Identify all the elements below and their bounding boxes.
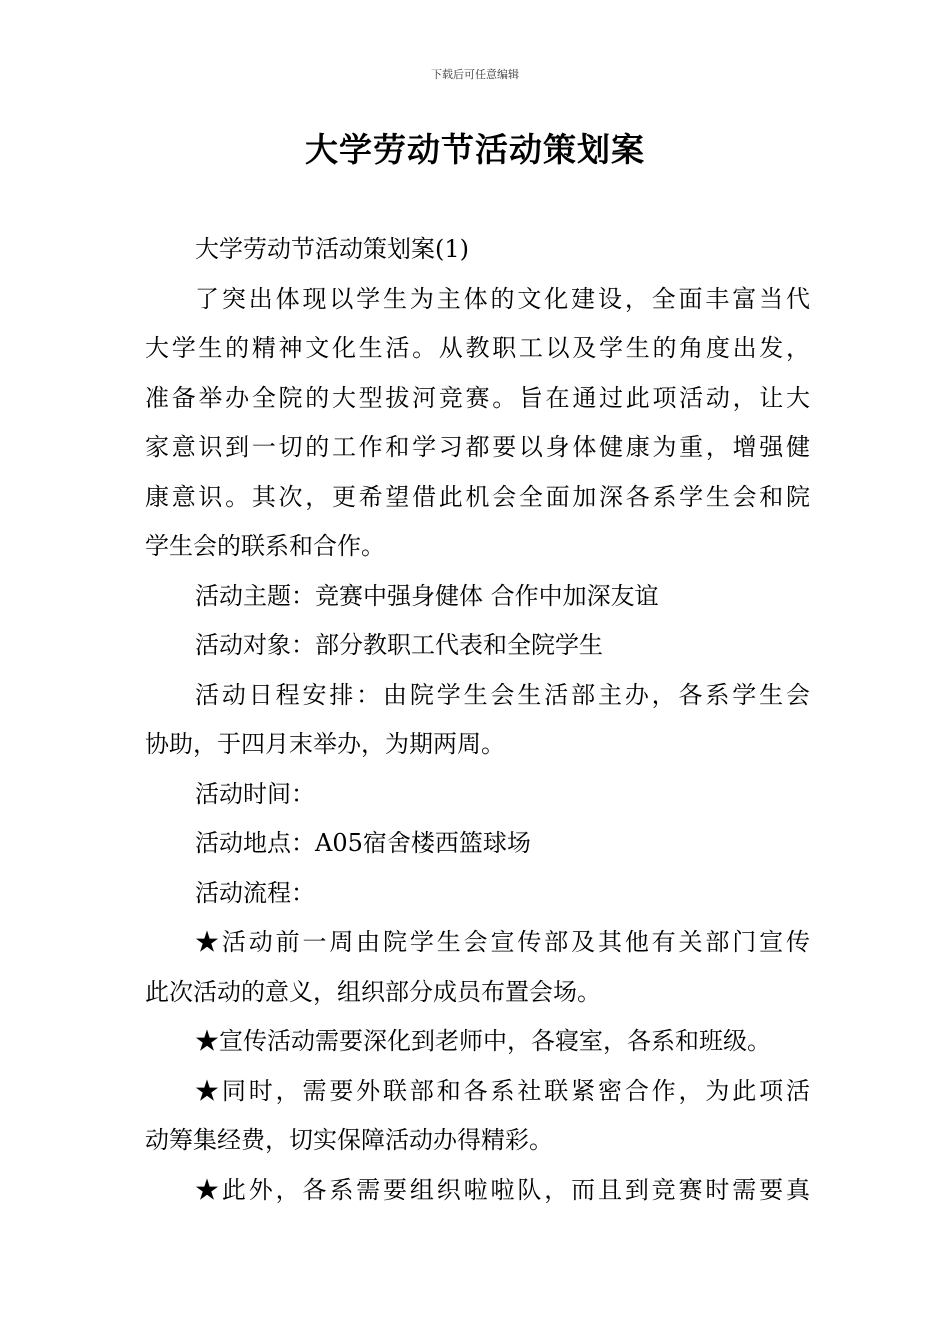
activity-location: 活动地点：A05宿舍楼西篮球场 [195,829,531,857]
paragraph-line: 家意识到一切的工作和学习都要以身体健康为重，增强健 [145,433,810,461]
paragraph-line: ★此外，各系需要组织啦啦队，而且到竞赛时需要真 [195,1175,810,1204]
process-step [145,1067,810,1166]
activity-theme: 活动主题：竞赛中强身健体 合作中加深友谊 [195,581,659,610]
paragraph-line: ★同时，需要外联部和各系社联紧密合作，为此项活 [195,1076,810,1105]
schedule-paragraph [145,671,810,770]
process-step: ★宣传活动需要深化到老师中，各寝室，各系和班级。 [195,1027,771,1055]
paragraph-line: 动筹集经费，切实保障活动办得精彩。 [145,1126,553,1154]
paragraph-line: 学生会的联系和合作。 [145,532,385,560]
paragraph-line: 大学生的精神文化生活。从教职工以及学生的角度出发， [145,334,810,362]
header-note: 下载后可任意编辑 [431,68,519,81]
activity-process-heading: 活动流程： [195,878,315,907]
paragraph-line: 了突出体现以学生为主体的文化建设，全面丰富当代 [195,284,810,313]
document-body [145,225,810,1215]
paragraph-line: 此次活动的意义，组织部分成员布置会场。 [145,977,601,1006]
activity-target: 活动对象：部分教职工代表和全院学生 [195,631,603,659]
intro-paragraph [145,275,810,572]
paragraph-line: 准备举办全院的大型拔河竞赛。旨在通过此项活动，让大 [145,383,810,412]
process-step [145,1166,810,1216]
paragraph-line: 活动日程安排：由院学生会生活部主办，各系学生会 [195,680,810,709]
subtitle-paragraph: 大学劳动节活动策划案(1) [195,235,469,263]
process-step [145,918,810,1017]
paragraph-line: ★活动前一周由院学生会宣传部及其他有关部门宣传 [195,928,810,956]
activity-time: 活动时间： [195,779,315,808]
paragraph-line: 协助，于四月末举办，为期两周。 [145,730,505,758]
document-title: 大学劳动节活动策划案 [305,130,645,169]
paragraph-line: 康意识。其次，更希望借此机会全面加深各系学生会和院 [145,482,810,511]
